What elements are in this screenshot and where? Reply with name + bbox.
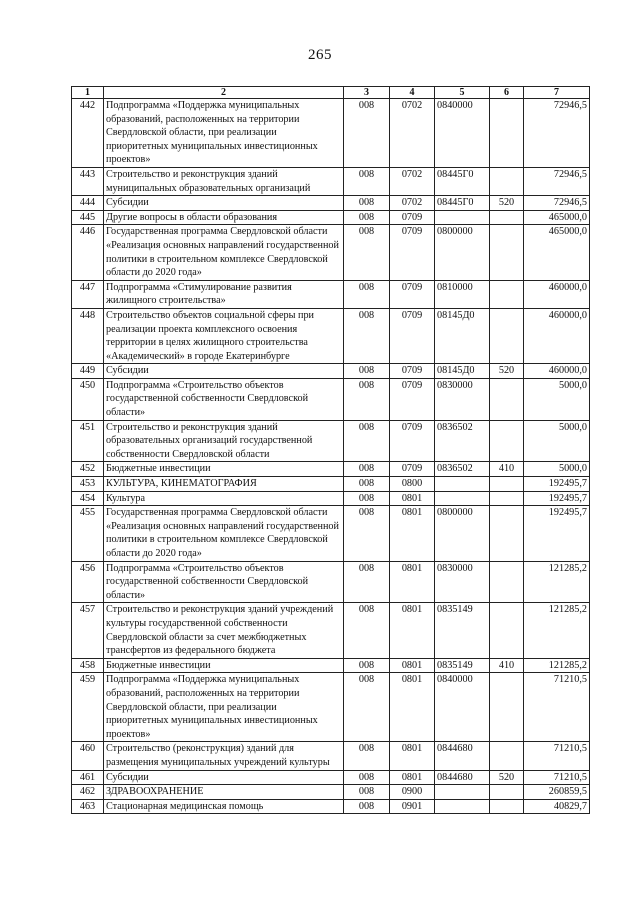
item-name: КУЛЬТУРА, КИНЕМАТОГРАФИЯ bbox=[104, 477, 344, 492]
row-number: 454 bbox=[72, 491, 104, 506]
expense-type-code bbox=[490, 225, 524, 280]
target-code: 0836502 bbox=[435, 420, 490, 462]
amount: 121285,2 bbox=[524, 658, 590, 673]
admin-code: 008 bbox=[344, 280, 390, 308]
row-number: 463 bbox=[72, 799, 104, 814]
target-code: 0800000 bbox=[435, 506, 490, 561]
target-code: 08445Г0 bbox=[435, 196, 490, 211]
admin-code: 008 bbox=[344, 785, 390, 800]
item-name: Другие вопросы в области образования bbox=[104, 210, 344, 225]
column-header-3: 3 bbox=[344, 87, 390, 99]
target-code: 0840000 bbox=[435, 673, 490, 742]
admin-code: 008 bbox=[344, 799, 390, 814]
column-header-2: 2 bbox=[104, 87, 344, 99]
target-code: 0810000 bbox=[435, 280, 490, 308]
item-name: Государственная программа Свердловской области «Реализация основных направлений государственной политики в строительном комплексе Свердловской области до 2020 года» bbox=[104, 225, 344, 280]
section-code: 0709 bbox=[390, 280, 435, 308]
target-code bbox=[435, 785, 490, 800]
expense-type-code bbox=[490, 785, 524, 800]
row-number: 458 bbox=[72, 658, 104, 673]
expense-type-code bbox=[490, 308, 524, 363]
expense-type-code bbox=[490, 99, 524, 168]
column-header-7: 7 bbox=[524, 87, 590, 99]
section-code: 0709 bbox=[390, 462, 435, 477]
row-number: 460 bbox=[72, 742, 104, 770]
row-number: 442 bbox=[72, 99, 104, 168]
amount: 72946,5 bbox=[524, 196, 590, 211]
table-row bbox=[72, 742, 590, 770]
admin-code: 008 bbox=[344, 225, 390, 280]
row-number: 462 bbox=[72, 785, 104, 800]
table-row bbox=[72, 364, 590, 379]
admin-code: 008 bbox=[344, 99, 390, 168]
target-code: 0830000 bbox=[435, 561, 490, 603]
table-row bbox=[72, 770, 590, 785]
column-header-5: 5 bbox=[435, 87, 490, 99]
item-name: Подпрограмма «Строительство объектов государственной собственности Свердловской области» bbox=[104, 378, 344, 420]
amount: 121285,2 bbox=[524, 561, 590, 603]
amount: 460000,0 bbox=[524, 280, 590, 308]
section-code: 0702 bbox=[390, 99, 435, 168]
amount: 5000,0 bbox=[524, 378, 590, 420]
admin-code: 008 bbox=[344, 770, 390, 785]
section-code: 0801 bbox=[390, 561, 435, 603]
table-row bbox=[72, 658, 590, 673]
row-number: 455 bbox=[72, 506, 104, 561]
section-code: 0702 bbox=[390, 196, 435, 211]
item-name: Субсидии bbox=[104, 196, 344, 211]
expense-type-code: 520 bbox=[490, 770, 524, 785]
target-code: 0800000 bbox=[435, 225, 490, 280]
row-number: 443 bbox=[72, 167, 104, 195]
amount: 460000,0 bbox=[524, 364, 590, 379]
admin-code: 008 bbox=[344, 378, 390, 420]
item-name: Строительство и реконструкция зданий муниципальных образовательных организаций bbox=[104, 167, 344, 195]
item-name: Субсидии bbox=[104, 770, 344, 785]
target-code: 08145Д0 bbox=[435, 308, 490, 363]
table-body bbox=[72, 99, 590, 814]
target-code: 0836502 bbox=[435, 462, 490, 477]
section-code: 0801 bbox=[390, 673, 435, 742]
table-row bbox=[72, 477, 590, 492]
target-code bbox=[435, 799, 490, 814]
item-name: Подпрограмма «Поддержка муниципальных образований, расположенных на территории Свердловской области, при реализации приоритетных муниципальных инвестиционных проектов» bbox=[104, 673, 344, 742]
table-row bbox=[72, 308, 590, 363]
budget-table bbox=[71, 86, 590, 814]
admin-code: 008 bbox=[344, 561, 390, 603]
row-number: 453 bbox=[72, 477, 104, 492]
item-name: Культура bbox=[104, 491, 344, 506]
amount: 460000,0 bbox=[524, 308, 590, 363]
table-row bbox=[72, 225, 590, 280]
table-row bbox=[72, 167, 590, 195]
admin-code: 008 bbox=[344, 506, 390, 561]
table-row bbox=[72, 673, 590, 742]
amount: 71210,5 bbox=[524, 742, 590, 770]
admin-code: 008 bbox=[344, 196, 390, 211]
amount: 192495,7 bbox=[524, 506, 590, 561]
section-code: 0801 bbox=[390, 658, 435, 673]
expense-type-code bbox=[490, 603, 524, 658]
target-code: 0835149 bbox=[435, 603, 490, 658]
table-row bbox=[72, 210, 590, 225]
amount: 71210,5 bbox=[524, 770, 590, 785]
column-header-6: 6 bbox=[490, 87, 524, 99]
row-number: 457 bbox=[72, 603, 104, 658]
amount: 72946,5 bbox=[524, 167, 590, 195]
expense-type-code: 520 bbox=[490, 196, 524, 211]
amount: 465000,0 bbox=[524, 210, 590, 225]
target-code: 08145Д0 bbox=[435, 364, 490, 379]
expense-type-code: 410 bbox=[490, 462, 524, 477]
item-name: Субсидии bbox=[104, 364, 344, 379]
section-code: 0800 bbox=[390, 477, 435, 492]
item-name: Подпрограмма «Строительство объектов государственной собственности Свердловской области» bbox=[104, 561, 344, 603]
table-row bbox=[72, 561, 590, 603]
row-number: 449 bbox=[72, 364, 104, 379]
expense-type-code bbox=[490, 742, 524, 770]
amount: 121285,2 bbox=[524, 603, 590, 658]
amount: 5000,0 bbox=[524, 420, 590, 462]
expense-type-code: 410 bbox=[490, 658, 524, 673]
item-name: Строительство и реконструкция зданий образовательных организаций государственной собственности Свердловской области bbox=[104, 420, 344, 462]
section-code: 0709 bbox=[390, 225, 435, 280]
item-name: Подпрограмма «Стимулирование развития жилищного строительства» bbox=[104, 280, 344, 308]
expense-type-code bbox=[490, 280, 524, 308]
item-name: Стационарная медицинская помощь bbox=[104, 799, 344, 814]
table-row bbox=[72, 99, 590, 168]
item-name: Строительство (реконструкция) зданий для размещения муниципальных учреждений культуры bbox=[104, 742, 344, 770]
table-row bbox=[72, 799, 590, 814]
row-number: 444 bbox=[72, 196, 104, 211]
section-code: 0709 bbox=[390, 364, 435, 379]
amount: 192495,7 bbox=[524, 491, 590, 506]
row-number: 446 bbox=[72, 225, 104, 280]
target-code: 0844680 bbox=[435, 770, 490, 785]
table-row bbox=[72, 462, 590, 477]
expense-type-code bbox=[490, 378, 524, 420]
target-code: 0830000 bbox=[435, 378, 490, 420]
admin-code: 008 bbox=[344, 603, 390, 658]
admin-code: 008 bbox=[344, 658, 390, 673]
section-code: 0702 bbox=[390, 167, 435, 195]
admin-code: 008 bbox=[344, 742, 390, 770]
table-header bbox=[72, 87, 590, 99]
admin-code: 008 bbox=[344, 364, 390, 379]
target-code: 08445Г0 bbox=[435, 167, 490, 195]
column-header-1: 1 bbox=[72, 87, 104, 99]
expense-type-code: 520 bbox=[490, 364, 524, 379]
admin-code: 008 bbox=[344, 308, 390, 363]
expense-type-code bbox=[490, 799, 524, 814]
amount: 72946,5 bbox=[524, 99, 590, 168]
section-code: 0709 bbox=[390, 378, 435, 420]
section-code: 0801 bbox=[390, 742, 435, 770]
table-row bbox=[72, 506, 590, 561]
target-code: 0835149 bbox=[435, 658, 490, 673]
expense-type-code bbox=[490, 673, 524, 742]
expense-type-code bbox=[490, 167, 524, 195]
expense-type-code bbox=[490, 506, 524, 561]
admin-code: 008 bbox=[344, 167, 390, 195]
admin-code: 008 bbox=[344, 420, 390, 462]
expense-type-code bbox=[490, 561, 524, 603]
item-name: Бюджетные инвестиции bbox=[104, 462, 344, 477]
section-code: 0801 bbox=[390, 603, 435, 658]
expense-type-code bbox=[490, 420, 524, 462]
expense-type-code bbox=[490, 210, 524, 225]
target-code: 0844680 bbox=[435, 742, 490, 770]
row-number: 448 bbox=[72, 308, 104, 363]
amount: 260859,5 bbox=[524, 785, 590, 800]
section-code: 0709 bbox=[390, 420, 435, 462]
row-number: 456 bbox=[72, 561, 104, 603]
row-number: 447 bbox=[72, 280, 104, 308]
section-code: 0709 bbox=[390, 210, 435, 225]
row-number: 450 bbox=[72, 378, 104, 420]
table-row bbox=[72, 378, 590, 420]
expense-type-code bbox=[490, 491, 524, 506]
amount: 71210,5 bbox=[524, 673, 590, 742]
section-code: 0709 bbox=[390, 308, 435, 363]
target-code bbox=[435, 210, 490, 225]
row-number: 451 bbox=[72, 420, 104, 462]
admin-code: 008 bbox=[344, 477, 390, 492]
row-number: 452 bbox=[72, 462, 104, 477]
target-code: 0840000 bbox=[435, 99, 490, 168]
table-row bbox=[72, 603, 590, 658]
item-name: ЗДРАВООХРАНЕНИЕ bbox=[104, 785, 344, 800]
item-name: Строительство и реконструкция зданий учреждений культуры государственной собственности Свердловской области за счет межбюджетных трансфертов из федерального бюджета bbox=[104, 603, 344, 658]
admin-code: 008 bbox=[344, 673, 390, 742]
row-number: 445 bbox=[72, 210, 104, 225]
item-name: Государственная программа Свердловской области «Реализация основных направлений государственной политики в строительном комплексе Свердловской области до 2020 года» bbox=[104, 506, 344, 561]
admin-code: 008 bbox=[344, 462, 390, 477]
target-code bbox=[435, 491, 490, 506]
row-number: 461 bbox=[72, 770, 104, 785]
section-code: 0801 bbox=[390, 506, 435, 561]
section-code: 0801 bbox=[390, 491, 435, 506]
item-name: Бюджетные инвестиции bbox=[104, 658, 344, 673]
amount: 465000,0 bbox=[524, 225, 590, 280]
table-row bbox=[72, 491, 590, 506]
table-row bbox=[72, 420, 590, 462]
amount: 192495,7 bbox=[524, 477, 590, 492]
column-header-4: 4 bbox=[390, 87, 435, 99]
section-code: 0801 bbox=[390, 770, 435, 785]
admin-code: 008 bbox=[344, 210, 390, 225]
amount: 5000,0 bbox=[524, 462, 590, 477]
row-number: 459 bbox=[72, 673, 104, 742]
amount: 40829,7 bbox=[524, 799, 590, 814]
item-name: Строительство объектов социальной сферы при реализации проекта комплексного освоения территории в целях жилищного строительства «Академический» в городе Екатеринбурге bbox=[104, 308, 344, 363]
expense-type-code bbox=[490, 477, 524, 492]
table-row bbox=[72, 785, 590, 800]
item-name: Подпрограмма «Поддержка муниципальных образований, расположенных на территории Свердловской области, при реализации приоритетных муниципальных инвестиционных проектов» bbox=[104, 99, 344, 168]
section-code: 0900 bbox=[390, 785, 435, 800]
table-row bbox=[72, 196, 590, 211]
section-code: 0901 bbox=[390, 799, 435, 814]
page-number: 265 bbox=[308, 47, 332, 63]
header-row bbox=[72, 87, 590, 99]
target-code bbox=[435, 477, 490, 492]
admin-code: 008 bbox=[344, 491, 390, 506]
table-row bbox=[72, 280, 590, 308]
